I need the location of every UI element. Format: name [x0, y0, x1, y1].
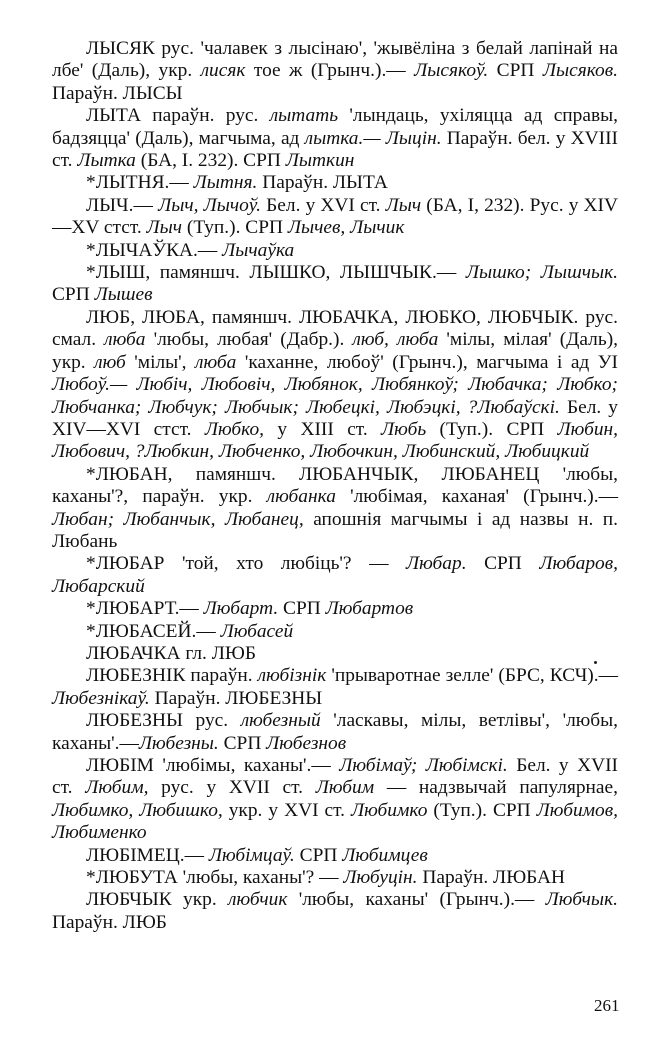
entry-italic-text: Лыткин	[285, 150, 355, 172]
entry-text: ЛЮБЕЗНЫ рус.	[86, 710, 241, 732]
entry-text: *ЛЫТНЯ.—	[86, 172, 194, 194]
dictionary-entry	[52, 172, 618, 194]
entry-text: Параўн. ЛЮБ	[52, 911, 167, 933]
entry-text: 'каханне, любоў' (Грынч.), магчыма і ад УІ	[236, 351, 618, 373]
entry-italic-text: Любко,	[204, 418, 265, 440]
entry-text: ЛЮБІМЕЦ.—	[86, 844, 209, 866]
entry-text: Параўн. ЛЮБЕЗНЫ	[149, 687, 323, 709]
entry-italic-text: Любаров, Любарский	[52, 553, 618, 597]
entry-text: ЛЫЧ.—	[86, 194, 159, 216]
entry-italic-text: люба	[104, 329, 146, 351]
entry-italic-text: Лысяков.	[542, 60, 619, 82]
entry-text: *ЛЫЧАЎКА.—	[86, 239, 223, 261]
entry-text: 'мілы, мілая' (Даль), укр.	[52, 329, 618, 373]
entry-text: СРП	[278, 598, 326, 620]
entry-italic-text: Любар.	[406, 553, 467, 575]
entry-text: 'мілы',	[125, 351, 196, 373]
entry-italic-text: Любим,	[85, 777, 149, 799]
entry-text: ЛЮБЕЗНІК параўн.	[86, 665, 258, 687]
dictionary-entry	[52, 262, 618, 307]
dictionary-entry	[52, 889, 618, 934]
entry-text: (БА, I. 232). СРП	[135, 150, 286, 172]
entry-text: ЛЫСЯК рус. 'чалавек з лысінаю', 'жывёліна з белай лапінай на лбе' (Даль), укр.	[52, 38, 618, 82]
entry-italic-text: люб	[94, 351, 126, 373]
entry-text: тое ж (Грынч.).—	[245, 60, 415, 82]
dictionary-entry	[52, 710, 618, 755]
entry-italic-text: лисяк	[200, 60, 246, 82]
entry-italic-text: Любезны.	[138, 732, 219, 754]
dictionary-entry	[52, 598, 618, 620]
entry-text: 'любы, каханы' (Грынч.).—	[287, 889, 546, 911]
entry-text: Параўн. ЛЮБАН	[417, 867, 566, 889]
entry-italic-text: Любчык.	[545, 889, 618, 911]
dictionary-entry	[52, 621, 618, 643]
entry-italic-text: любезный	[240, 710, 321, 732]
dictionary-entry	[52, 38, 618, 105]
entry-italic-text: Любимов, Любименко	[52, 799, 619, 844]
entry-italic-text: любчик	[228, 889, 288, 911]
dictionary-entry	[52, 240, 618, 262]
entry-italic-text: Лыч	[146, 217, 183, 239]
entry-text: СРП	[466, 553, 540, 575]
entry-text: СРП	[218, 732, 267, 754]
entry-text: Параўн. бел. у XVIII ст.	[52, 127, 618, 172]
entry-text: Параўн. ЛЫСЫ	[52, 82, 183, 104]
entry-text: 'любімая, каханая' (Грынч.).—	[335, 486, 619, 508]
entry-italic-text: Лышев	[94, 284, 153, 306]
entry-italic-text: люба	[195, 351, 237, 373]
entry-text: 'ласкавы, мілы, ветлівы', 'любы, каханы'.—	[52, 710, 618, 754]
entry-italic-text: Лычаўка	[222, 239, 295, 261]
entry-italic-text: Любан; Любанчык, Любанец,	[52, 508, 304, 530]
entry-text: Бел. у XIV—XVI стст.	[52, 396, 619, 440]
entry-italic-text: Лычев, Лычик	[287, 217, 405, 239]
entry-italic-text: Лыч	[385, 194, 422, 216]
entry-text: ЛЮБЧЫК укр.	[86, 889, 229, 911]
entry-italic-text: Любь	[381, 418, 427, 440]
entry-text: 'лындаць, ухіляцца ад справы, бадзяцца' (Даль), магчыма, ад	[52, 105, 619, 149]
entry-text: Бел. у XVI ст.	[261, 194, 386, 216]
dictionary-entry	[52, 643, 618, 665]
entry-text: *ЛЮБАН, памяншч. ЛЮБАНЧЫК, ЛЮБАНЕЦ 'любы, каханы'?, параўн. укр.	[52, 463, 618, 508]
entry-text: СРП	[488, 60, 543, 82]
entry-text: ЛЮБ, ЛЮБА, памяншч. ЛЮБАЧКА, ЛЮБКО, ЛЮБЧЫК. рус. смал.	[52, 306, 618, 351]
dictionary-page	[52, 38, 618, 934]
entry-text: (Туп.). СРП	[427, 799, 537, 821]
entry-text: укр. у XVI ст.	[222, 799, 351, 821]
entry-text: *ЛЮБАСЕЙ.—	[86, 620, 221, 642]
entry-italic-text: Лытка	[77, 150, 136, 172]
entry-text: (Туп.). СРП	[182, 217, 288, 239]
dictionary-entry	[52, 665, 618, 710]
entry-italic-text: любізнік	[257, 665, 327, 687]
entry-text: *ЛЫШ, памяншч. ЛЫШКО, ЛЫШЧЫК.—	[86, 262, 466, 284]
dictionary-entry	[52, 307, 618, 464]
entry-text: рус. у XVII ст.	[148, 777, 316, 799]
entry-italic-text: Лытня.	[193, 172, 258, 194]
entry-text: *ЛЮБУТА 'любы, каханы'? —	[86, 867, 344, 889]
entry-text: Параўн. ЛЫТА	[257, 172, 388, 194]
entry-text: *ЛЮБАР 'той, хто любіць'? —	[86, 553, 406, 575]
entry-text: у XIII ст.	[264, 418, 382, 440]
entry-italic-text: любанка	[266, 486, 336, 508]
stray-dot	[594, 661, 597, 664]
dictionary-entry	[52, 845, 618, 867]
entry-italic-text: Любезнов	[266, 732, 347, 754]
dictionary-entry	[52, 553, 618, 598]
dictionary-entry	[52, 867, 618, 889]
entry-italic-text: Любим	[315, 777, 375, 799]
entry-italic-text: Любасей	[220, 620, 294, 642]
entry-italic-text: Любин, Любович, ?Любкин, Любченко, Любочкин, Любинский, Любицкий	[52, 418, 618, 463]
entry-text: апошнія магчымы і ад назвы н. п. Любань	[52, 508, 619, 552]
entry-italic-text: Любимцев	[342, 844, 428, 866]
entry-text: (БА, I, 232). Рус. у XIV—XV стст.	[52, 194, 619, 239]
entry-italic-text: Любимко	[351, 799, 428, 821]
entry-text: ЛЮБІМ 'любімы, каханы'.—	[86, 755, 340, 776]
entry-italic-text: люб, люба	[352, 329, 439, 351]
entry-italic-text: Лысякоў.	[414, 60, 489, 82]
entry-italic-text: лытка.— Лыцін.	[304, 127, 442, 149]
dictionary-entry	[52, 105, 618, 172]
entry-italic-text: Любезнікаў.	[52, 687, 150, 709]
entry-italic-text: Любімцаў.	[208, 844, 295, 866]
entry-italic-text: лытать	[269, 105, 339, 127]
entry-italic-text: Лыч, Лычоў.	[158, 194, 262, 216]
entry-text: СРП	[294, 844, 343, 866]
entry-text: ЛЫТА параўн. рус.	[86, 105, 270, 127]
entry-italic-text: Любоў.— Любіч, Любовіч, Любянок, Любянкоў; Любачка; Любко; Любчанка; Любчук; Любчык; Любецкі, Любэцкі, ?Любаўскі.	[52, 374, 618, 418]
entry-text: (Туп.). СРП	[426, 418, 558, 440]
dictionary-entry	[52, 195, 618, 240]
entry-italic-text: Любуцін.	[343, 867, 418, 889]
entry-italic-text: Лышко; Лышчык.	[465, 262, 619, 284]
entry-text: *ЛЮБАРТ.—	[86, 598, 204, 620]
entry-italic-text: Любартов	[325, 598, 414, 620]
entry-text: 'прываротнае зелле' (БРС, КСЧ).—	[326, 665, 618, 687]
dictionary-entry	[52, 464, 618, 554]
entry-italic-text: Любимко, Любишко,	[52, 799, 223, 821]
entry-text: ЛЮБАЧКА гл. ЛЮБ	[86, 642, 256, 664]
entry-text: СРП	[52, 284, 95, 306]
dictionary-entry	[52, 755, 618, 845]
entry-text: 'любы, любая' (Дабр.).	[145, 329, 353, 351]
entry-text: Бел. у XVII ст.	[52, 755, 618, 799]
entry-italic-text: Любімаў; Любімскі.	[339, 755, 508, 776]
entry-text: — надзвычай папулярнае,	[374, 777, 618, 799]
entry-italic-text: Любарт.	[203, 598, 279, 620]
page-number: 261	[594, 996, 620, 1015]
